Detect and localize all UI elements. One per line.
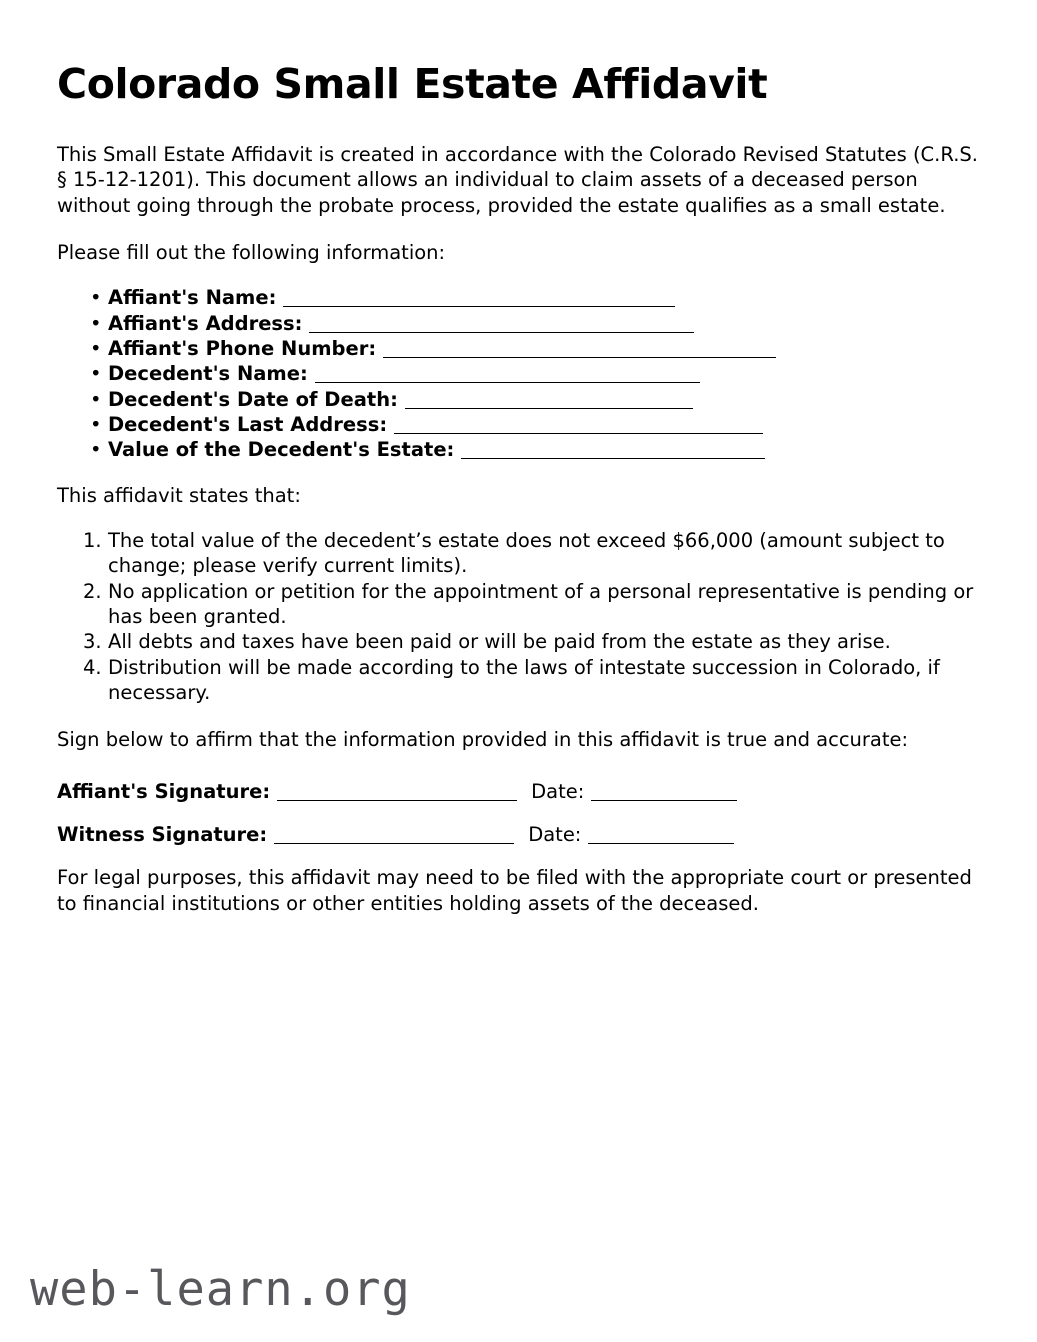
field-blank[interactable] (309, 317, 694, 333)
sign-prompt: Sign below to affirm that the information provided in this affidavit is true and accurate: (57, 728, 909, 752)
list-item (57, 285, 982, 310)
list-item: All debts and taxes have been paid or will be paid from the estate as they arise. (108, 630, 891, 654)
intro-paragraph: This Small Estate Affidavit is created in accordance with the Colorado Revised Statutes (C.R.S. § 15-12-1201). This document allows an individual to claim assets of a deceased person without going through the probate process, provided the estate qualifies as a small estate. (57, 142, 978, 217)
page-title: Colorado Small Estate Affidavit (57, 60, 768, 108)
affiant-date-label: Date: (531, 779, 585, 803)
list-item: The total value of the decedent’s estate does not exceed $66,000 (amount subject to change; please verify current limits). (108, 529, 945, 578)
field-label: Decedent's Last Address: (108, 413, 388, 436)
field-label: Decedent's Date of Death: (108, 387, 398, 411)
list-item (57, 412, 982, 437)
affiant-signature-label: Affiant's Signature: (57, 779, 271, 803)
affiant-signature-row (57, 779, 982, 804)
field-blank[interactable] (461, 443, 765, 459)
field-blank[interactable] (405, 393, 693, 409)
statements-heading: This affidavit states that: (57, 483, 301, 507)
list-item: No application or petition for the appointment of a personal representative is pending or has been granted. (108, 579, 974, 629)
site-watermark: web-learn.org (30, 1262, 411, 1317)
field-label: Value of the Decedent's Estate: (108, 438, 455, 462)
field-label: Affiant's Phone Number: (108, 336, 377, 360)
affiant-signature-blank[interactable] (277, 785, 517, 801)
list-item (57, 311, 982, 336)
witness-signature-blank[interactable] (274, 828, 514, 844)
field-blank[interactable] (315, 367, 700, 383)
statement-list (57, 528, 982, 705)
witness-date-blank[interactable] (588, 828, 734, 844)
list-item (57, 437, 982, 462)
list-item (57, 336, 982, 361)
witness-signature-label: Witness Signature: (57, 823, 268, 847)
field-label: Affiant's Address: (108, 311, 303, 335)
field-blank[interactable] (383, 342, 776, 358)
list-item: Distribution will be made according to the laws of intestate succession in Colorado, if necessary. (108, 655, 940, 705)
fill-prompt: Please fill out the following information: (57, 240, 446, 264)
field-blank[interactable] (394, 418, 763, 434)
closing-paragraph: For legal purposes, this affidavit may need to be filed with the appropriate court or presented to financial institutions or other entities holding assets of the deceased. (57, 866, 972, 915)
witness-signature-row (57, 822, 982, 847)
witness-date-label: Date: (528, 823, 582, 847)
affiant-date-blank[interactable] (591, 785, 737, 801)
field-blank[interactable] (283, 291, 675, 307)
field-label: Affiant's Name: (108, 286, 277, 310)
field-label: Decedent's Name: (108, 362, 308, 386)
list-item (57, 361, 982, 386)
list-item (57, 387, 982, 412)
document-content (57, 62, 982, 938)
form-field-list (57, 285, 982, 462)
